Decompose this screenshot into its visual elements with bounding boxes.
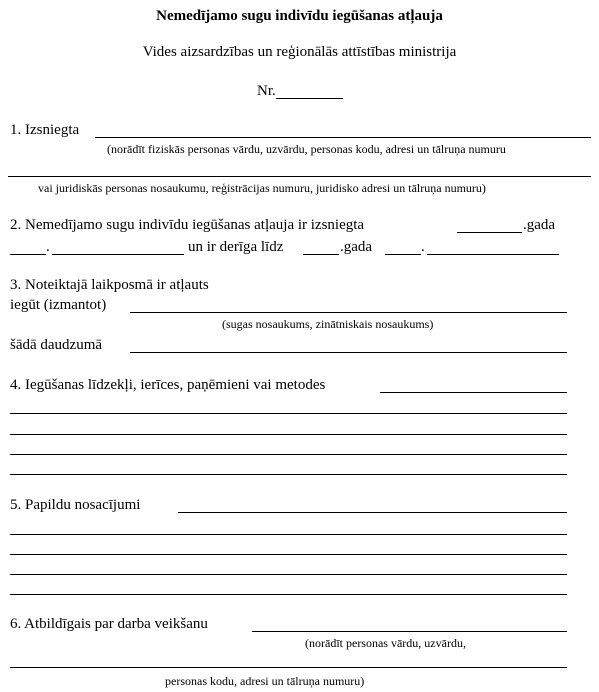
species-field[interactable] [130, 312, 567, 313]
conditions-field-5[interactable] [10, 594, 567, 595]
issued-to-label: 1. Izsniegta [10, 122, 80, 138]
issue-year-field[interactable] [457, 232, 522, 233]
dot-2: . [421, 239, 425, 255]
number-label: Nr. [257, 83, 276, 99]
responsible-label: 6. Atbildīgais par darba veikšanu [10, 616, 208, 632]
validity-statement: 2. Nemedījamo sugu indivīdu iegūšanas atļauja ir izsniegta [10, 217, 365, 233]
methods-field-3[interactable] [10, 434, 567, 435]
issued-to-field-2[interactable] [8, 176, 591, 177]
issuer-name: Vides aizsardzības un reģionālās attīstības ministrija [142, 44, 457, 60]
gada-label-1: .gada [523, 217, 556, 233]
issue-month-field[interactable] [52, 254, 184, 255]
conditions-field[interactable] [178, 512, 567, 513]
quantity-field[interactable] [130, 352, 567, 353]
responsible-hint-1: (norādīt personas vārdu, uzvārdu, [305, 636, 466, 650]
issued-to-field[interactable] [95, 137, 591, 138]
methods-field-4[interactable] [10, 454, 567, 455]
quantity-label: šādā daudzumā [10, 337, 103, 353]
issued-to-hint-2: vai juridiskās personas nosaukumu, reģistrācijas numuru, juridisko adresi un tālruņa numuru) [38, 181, 486, 195]
expiry-month-field[interactable] [427, 254, 559, 255]
species-hint: (sugas nosaukums, zinātniskais nosaukums) [222, 317, 434, 331]
valid-until-label: un ir derīga līdz [188, 239, 284, 255]
number-field[interactable] [276, 98, 343, 99]
methods-field-5[interactable] [10, 474, 567, 475]
conditions-field-3[interactable] [10, 554, 567, 555]
expiry-day-field[interactable] [385, 254, 421, 255]
conditions-field-2[interactable] [10, 534, 567, 535]
methods-field-2[interactable] [10, 413, 567, 414]
dot-1: . [46, 239, 50, 255]
methods-label: 4. Iegūšanas līdzekļi, ierīces, paņēmieni vai metodes [10, 377, 326, 393]
expiry-year-field[interactable] [303, 254, 339, 255]
responsible-field-2[interactable] [10, 667, 567, 668]
conditions-field-4[interactable] [10, 574, 567, 575]
conditions-label: 5. Papildu nosacījumi [10, 497, 141, 513]
permitted-label: 3. Noteiktajā laikposmā ir atļauts [10, 277, 209, 293]
responsible-field[interactable] [252, 631, 567, 632]
document-title: Nemedījamo sugu indivīdu iegūšanas atļauja [156, 8, 443, 24]
issued-to-hint-1: (norādīt fiziskās personas vārdu, uzvārdu, personas kodu, adresi un tālruņa numuru [107, 142, 506, 156]
gada-label-2: .gada [340, 239, 373, 255]
methods-field[interactable] [380, 392, 567, 393]
responsible-hint-2: personas kodu, adresi un tālruņa numuru) [165, 674, 365, 688]
issue-day-field[interactable] [10, 254, 46, 255]
obtain-label: iegūt (izmantot) [10, 297, 107, 313]
